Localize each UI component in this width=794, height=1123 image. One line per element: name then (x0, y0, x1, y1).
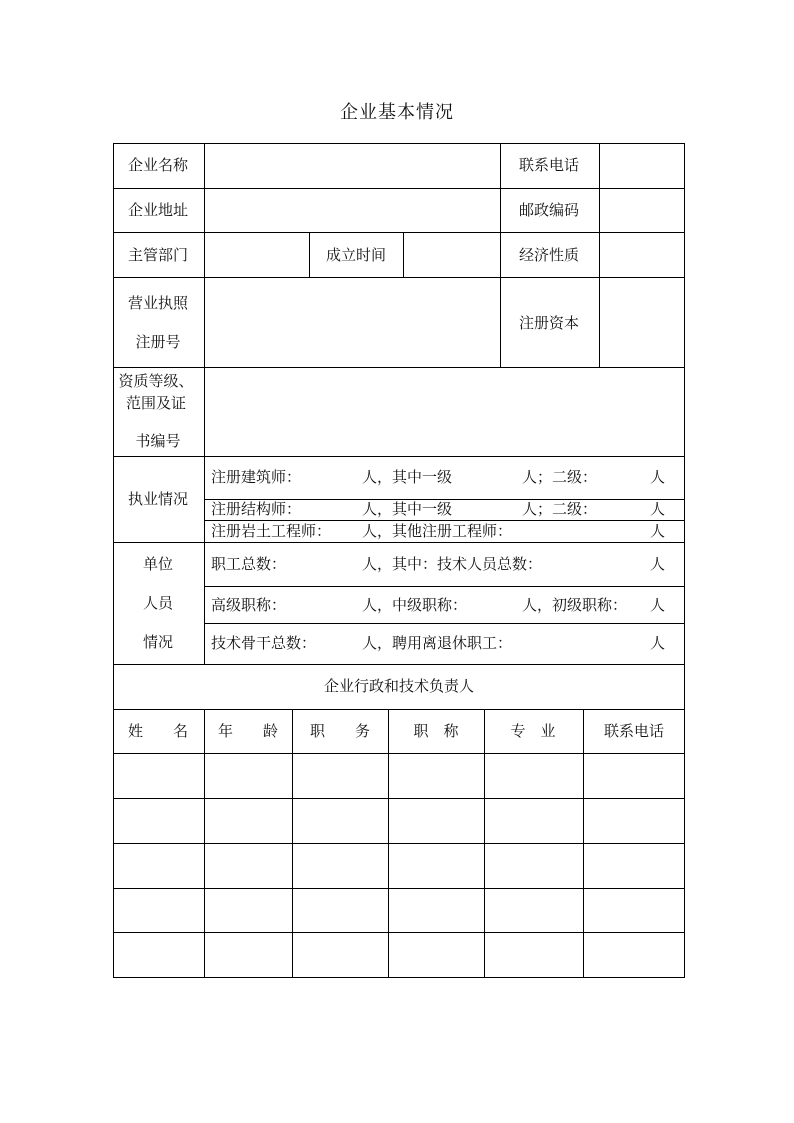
leader-position-cell[interactable] (294, 934, 387, 977)
row-divider (113, 542, 685, 543)
page-title: 企业基本情况 (340, 102, 454, 123)
company-name-label: 企业名称 (127, 156, 189, 174)
qualification-field[interactable] (206, 369, 684, 455)
row-divider (113, 753, 685, 754)
leader-title-cell[interactable] (390, 755, 483, 797)
leader-contact-phone-cell[interactable] (585, 800, 684, 842)
supervising-department-field[interactable] (206, 234, 308, 276)
leader-age-cell[interactable] (206, 845, 291, 887)
practice-row-3-b: 人，其他注册工程师： (362, 522, 513, 540)
practice-row-1-c: 人；二级： (522, 468, 598, 486)
leader-contact-phone-cell[interactable] (585, 890, 684, 931)
row-divider (113, 367, 685, 368)
economic-nature-field[interactable] (601, 234, 684, 276)
staff-row-2-d: 人 (649, 596, 665, 614)
leader-name-cell[interactable] (115, 800, 203, 842)
company-address-label: 企业地址 (127, 201, 189, 219)
staff-row-3-a: 技术骨干总数： (211, 634, 317, 652)
practice-row-2-d: 人 (649, 500, 665, 518)
practice-label: 执业情况 (127, 490, 189, 508)
header-contact-phone: 联系电话 (603, 722, 665, 740)
leader-major-cell[interactable] (486, 800, 582, 842)
qualification-label-line2: 范围及证 (125, 394, 187, 412)
header-age: 年 龄 (217, 722, 279, 740)
leader-major-cell[interactable] (486, 890, 582, 931)
leader-major-cell[interactable] (486, 755, 582, 797)
header-title: 职 称 (413, 722, 459, 740)
leader-name-cell[interactable] (115, 755, 203, 797)
economic-nature-label: 经济性质 (518, 246, 580, 264)
supervising-department-label: 主管部门 (127, 246, 189, 264)
leader-title-cell[interactable] (390, 845, 483, 887)
leader-position-cell[interactable] (294, 755, 387, 797)
header-major: 专 业 (510, 722, 556, 740)
company-name-field[interactable] (206, 145, 498, 187)
row-divider (113, 843, 685, 844)
leader-position-cell[interactable] (294, 800, 387, 842)
practice-row-1-d: 人 (649, 468, 665, 486)
staff-label-line3: 情况 (142, 633, 174, 651)
practice-row-1-a: 注册建筑师： (211, 468, 302, 486)
column-divider (204, 143, 205, 664)
leader-contact-phone-cell[interactable] (585, 934, 684, 977)
founding-date-label: 成立时间 (325, 246, 387, 264)
row-divider (113, 709, 685, 710)
column-divider (484, 709, 485, 978)
column-divider (599, 143, 600, 277)
leader-title-cell[interactable] (390, 934, 483, 977)
leader-title-cell[interactable] (390, 800, 483, 842)
staff-label: 单位 (142, 555, 174, 573)
column-divider (309, 232, 310, 277)
leader-title-cell[interactable] (390, 890, 483, 931)
staff-row-1-a: 职工总数： (211, 555, 287, 573)
row-divider (113, 932, 685, 933)
contact-phone-field[interactable] (601, 145, 684, 187)
business-license-field[interactable] (206, 279, 498, 366)
practice-row-2-c: 人；二级： (522, 500, 598, 518)
registered-capital-field[interactable] (601, 279, 684, 366)
column-divider (292, 709, 293, 978)
qualification-label: 资质等级、 (118, 372, 194, 390)
header-position: 职 务 (309, 722, 371, 740)
row-divider (204, 586, 685, 587)
postal-code-label: 邮政编码 (518, 201, 580, 219)
business-license-label-line2: 注册号 (135, 333, 181, 351)
row-divider (204, 623, 685, 624)
column-divider (500, 143, 501, 277)
row-divider (113, 456, 685, 457)
column-divider (388, 709, 389, 978)
leader-position-cell[interactable] (294, 845, 387, 887)
practice-row-3-d: 人 (649, 522, 665, 540)
staff-row-3-d: 人 (649, 634, 665, 652)
postal-code-field[interactable] (601, 190, 684, 231)
business-license-label: 营业执照 (127, 294, 189, 312)
column-divider (403, 232, 404, 277)
column-divider (583, 709, 584, 978)
leader-age-cell[interactable] (206, 755, 291, 797)
leader-contact-phone-cell[interactable] (585, 845, 684, 887)
column-divider (500, 277, 501, 367)
leader-name-cell[interactable] (115, 890, 203, 931)
leader-age-cell[interactable] (206, 800, 291, 842)
practice-row-3-a: 注册岩土工程师： (211, 522, 332, 540)
founding-date-field[interactable] (405, 234, 499, 276)
practice-row-1-b: 人，其中一级 (362, 468, 453, 486)
staff-row-2-a: 高级职称： (211, 596, 287, 614)
leaders-section-title: 企业行政和技术负责人 (323, 677, 475, 695)
leader-age-cell[interactable] (206, 890, 291, 931)
staff-row-2-c: 人，初级职称： (522, 596, 628, 614)
leader-contact-phone-cell[interactable] (585, 755, 684, 797)
column-divider (599, 277, 600, 367)
practice-row-2-a: 注册结构师： (211, 500, 302, 518)
staff-row-1-b: 人，其中：技术人员总数： (362, 555, 543, 573)
contact-phone-label: 联系电话 (518, 156, 580, 174)
staff-label-line2: 人员 (142, 594, 174, 612)
header-name: 姓 名 (127, 722, 189, 740)
company-address-field[interactable] (206, 190, 498, 231)
staff-row-2-b: 人，中级职称： (362, 596, 468, 614)
row-divider (204, 520, 685, 521)
registered-capital-label: 注册资本 (518, 314, 580, 332)
row-divider (113, 664, 685, 665)
leader-age-cell[interactable] (206, 934, 291, 977)
staff-row-1-d: 人 (649, 555, 665, 573)
leader-position-cell[interactable] (294, 890, 387, 931)
row-divider (113, 798, 685, 799)
staff-row-3-b: 人，聘用离退休职工： (362, 634, 513, 652)
practice-row-2-b: 人，其中一级 (362, 500, 453, 518)
column-divider (204, 709, 205, 978)
leader-major-cell[interactable] (486, 845, 582, 887)
row-divider (113, 888, 685, 889)
leader-major-cell[interactable] (486, 934, 582, 977)
qualification-label-line3: 书编号 (135, 432, 181, 450)
leader-name-cell[interactable] (115, 845, 203, 887)
leader-name-cell[interactable] (115, 934, 203, 977)
